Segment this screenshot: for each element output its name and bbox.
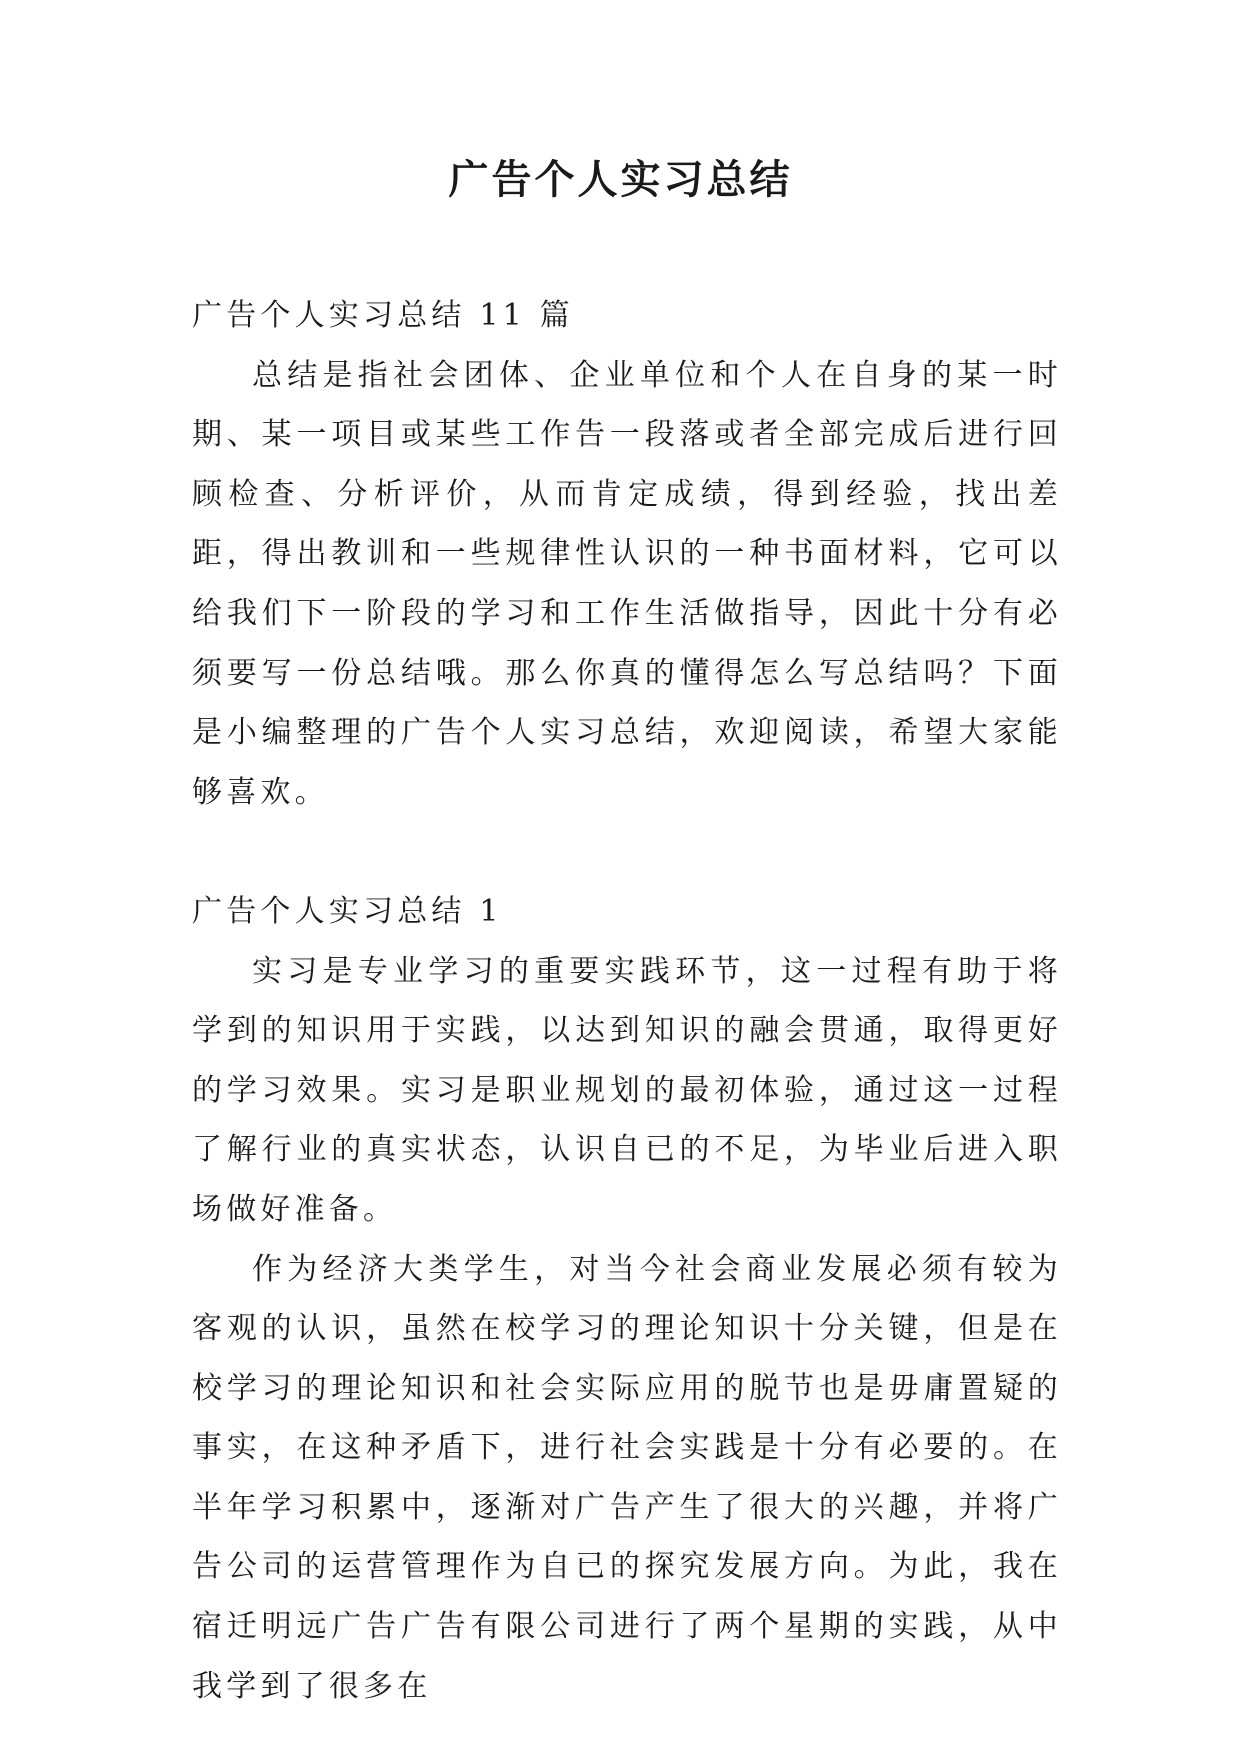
intro-heading: 广告个人实习总结 11 篇: [192, 298, 574, 333]
section-paragraph-1: 实习是专业学习的重要实践环节，这一过程有助于将学到的知识用于实践，以达到知识的融会贯通，取得更好的学习效果。实习是职业规划的最初体验，通过这一过程了解行业的真实状态，认识自已的不足，为毕业后进入职场做好准备。: [192, 953, 1062, 1227]
section-paragraph-2: 作为经济大类学生，对当今社会商业发展必须有较为客观的认识，虽然在校学习的理论知识十分关键，但是在校学习的理论知识和社会实际应用的脱节也是毋庸置疑的事实，在这种矛盾下，进行社会实践是十分有必要的。在半年学习积累中，逐渐对广告产生了很大的兴趣，并将广告公司的运营管理作为自已的探究发展方向。为此，我在宿迁明远广告广告有限公司进行了两个星期的实践，从中我学到了很多在: [192, 1251, 1062, 1704]
document-body: [192, 286, 1062, 1716]
intro-paragraph: 总结是指社会团体、企业单位和个人在自身的某一时期、某一项目或某些工作告一段落或者全部完成后进行回顾检查、分析评价，从而肯定成绩，得到经验，找出差距，得出教训和一些规律性认识的一种书面材料，它可以给我们下一阶段的学习和工作生活做指导，因此十分有必须要写一份总结哦。那么你真的懂得怎么写总结吗？下面是小编整理的广告个人实习总结，欢迎阅读，希望大家能够喜欢。: [192, 357, 1062, 810]
document-title: 广告个人实习总结: [448, 156, 793, 203]
section-heading: 广告个人实习总结 1: [192, 893, 503, 929]
paragraph-spacer: [192, 822, 1062, 882]
